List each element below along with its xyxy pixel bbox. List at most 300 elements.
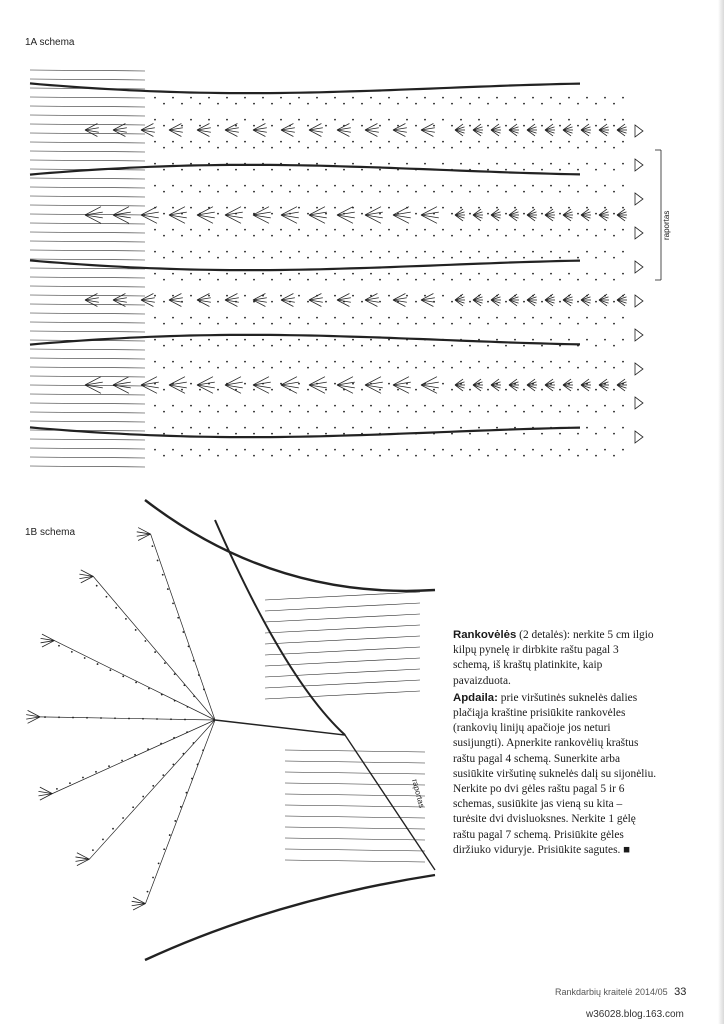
chain-stitch [208,361,210,363]
chain-stitch [316,119,318,121]
stitch-row [30,439,145,440]
chain-stitch [190,97,192,99]
chain-stitch [559,125,561,127]
chain-stitch [424,119,426,121]
chain-stitch [162,774,164,776]
chain-stitch [163,279,165,281]
chain-stitch [406,251,408,253]
chain-stitch [622,427,624,429]
schema-1a-diagram [25,55,670,485]
chain-stitch [613,257,615,259]
chain-stitch [361,103,363,105]
chain-stitch [613,125,615,127]
chain-stitch [125,618,127,620]
chain-stitch [298,97,300,99]
chain-stitch [170,718,172,720]
chain-stitch [172,427,174,429]
chain-stitch [325,213,327,215]
stitch-fan [421,207,439,224]
chain-stitch [559,257,561,259]
chain-stitch [622,339,624,341]
chain-stitch [523,103,525,105]
chain-stitch [514,185,516,187]
chain-stitch [451,367,453,369]
stitch-row [285,772,425,774]
chain-stitch [424,207,426,209]
chain-stitch [550,295,552,297]
chain-stitch [181,455,183,457]
chain-stitch [226,119,228,121]
chain-stitch [163,367,165,369]
stitch-row [30,124,145,125]
chain-stitch [226,427,228,429]
stitch-row [30,403,145,404]
chain-stitch [334,295,336,297]
chain-stitch [505,125,507,127]
chain-stitch [613,411,615,413]
stitch-fan [509,294,519,306]
chain-stitch [388,251,390,253]
chain-stitch [370,339,372,341]
chain-stitch [289,301,291,303]
stitch-row [285,827,425,829]
chain-stitch [469,213,471,215]
chain-stitch [415,455,417,457]
chain-stitch [280,229,282,231]
chain-stitch [253,367,255,369]
chain-stitch [154,229,156,231]
chain-stitch [559,323,561,325]
chain-stitch [496,207,498,209]
chain-stitch [325,279,327,281]
chain-stitch [199,345,201,347]
chain-stitch [163,301,165,303]
chain-stitch [514,207,516,209]
chain-stitch [343,411,345,413]
chain-stitch [595,455,597,457]
chain-stitch [334,251,336,253]
stitch-row [30,376,145,377]
chain-stitch [613,455,615,457]
chain-stitch [244,361,246,363]
chain-stitch [568,119,570,121]
stitch-fan [581,209,591,221]
chain-stitch [190,185,192,187]
chain-stitch [316,185,318,187]
chain-stitch [152,785,154,787]
chain-stitch [181,103,183,105]
chain-stitch [388,185,390,187]
chain-stitch [577,147,579,149]
chain-stitch [235,433,237,435]
chain-stitch [613,279,615,281]
chain-stitch [325,257,327,259]
stitch-row [265,636,420,644]
chain-stitch [478,449,480,451]
stitch-fan [393,207,411,224]
chain-stitch [613,103,615,105]
stitch-row [285,805,425,807]
chain-stitch [289,213,291,215]
chain-stitch [361,213,363,215]
chain-stitch [541,213,543,215]
stitch-row [265,647,420,655]
stitch-row [30,358,145,359]
chain-stitch [199,103,201,105]
stitch-fan [491,209,501,221]
chain-stitch [415,367,417,369]
chain-stitch [316,207,318,209]
chain-stitch [523,257,525,259]
chain-stitch [496,383,498,385]
chain-stitch [595,169,597,171]
chain-stitch [433,455,435,457]
chain-stitch [208,185,210,187]
chain-stitch [496,251,498,253]
chain-stitch [415,433,417,435]
chain-stitch [280,427,282,429]
stitch-fan [545,379,555,391]
chain-stitch [174,700,176,702]
chain-stitch [280,339,282,341]
chain-stitch [262,229,264,231]
chain-stitch [415,257,417,259]
chain-stitch [262,185,264,187]
chain-stitch [253,147,255,149]
chain-stitch [58,645,60,647]
chain-stitch [478,295,480,297]
chain-stitch [478,207,480,209]
chain-stitch [217,213,219,215]
chain-stitch [469,125,471,127]
chain-stitch [568,97,570,99]
chain-stitch [208,339,210,341]
chain-stitch [235,257,237,259]
chain-stitch [190,273,192,275]
chain-stitch [226,449,228,451]
chain-stitch [217,257,219,259]
chain-stitch [370,119,372,121]
chain-stitch [271,455,273,457]
chain-stitch [244,229,246,231]
chain-stitch [550,449,552,451]
chain-stitch [128,718,130,720]
chain-stitch [325,389,327,391]
chain-stitch [199,169,201,171]
stitch-row [30,259,145,260]
instructions-text [453,628,658,860]
chain-stitch [262,383,264,385]
chain-stitch [406,229,408,231]
stitch-fan [545,209,555,221]
chain-stitch [235,367,237,369]
chain-stitch [478,251,480,253]
radial-stitch-line [151,534,215,720]
stitch-row [30,412,145,413]
chain-stitch [424,251,426,253]
stitch-fan [197,207,215,224]
stitch-row [30,313,145,314]
chain-stitch [460,427,462,429]
chain-stitch [559,235,561,237]
chain-stitch [415,411,417,413]
chain-stitch [334,383,336,385]
stitch-row [30,232,145,233]
chain-stitch [208,427,210,429]
chain-stitch [487,191,489,193]
chain-stitch [550,97,552,99]
chain-stitch [147,748,149,750]
chain-stitch [433,103,435,105]
chain-stitch [271,235,273,237]
chain-stitch [604,229,606,231]
chain-stitch [487,411,489,413]
chain-stitch [181,367,183,369]
chain-stitch [406,427,408,429]
chain-stitch [478,317,480,319]
chain-stitch [262,163,264,165]
chain-stitch [361,367,363,369]
stitch-row [285,761,425,763]
chain-stitch [478,383,480,385]
chain-stitch [154,273,156,275]
stitch-row [30,322,145,323]
chain-stitch [451,301,453,303]
chain-stitch [469,301,471,303]
chain-stitch [559,367,561,369]
stitch-fan [281,294,295,307]
chain-stitch [415,345,417,347]
chain-stitch [172,229,174,231]
pattern-band-line [30,427,580,437]
chain-stitch [388,97,390,99]
chain-stitch [163,125,165,127]
chain-stitch [262,449,264,451]
chain-stitch [523,235,525,237]
stitch-row [285,838,425,840]
chain-stitch [352,163,354,165]
chain-stitch [181,213,183,215]
chain-stitch [316,383,318,385]
chain-stitch [586,229,588,231]
stitch-fan [563,209,573,221]
chain-stitch [316,163,318,165]
chain-stitch [586,427,588,429]
stitch-fan [421,377,439,394]
chain-stitch [226,295,228,297]
chain-stitch [58,716,60,718]
stitch-fan [365,377,383,394]
chain-stitch [442,449,444,451]
chain-stitch [523,147,525,149]
chain-stitch [523,279,525,281]
chain-stitch [121,760,123,762]
chain-stitch [550,273,552,275]
chain-stitch [226,141,228,143]
chain-stitch [406,185,408,187]
chain-stitch [397,125,399,127]
chain-stitch [379,279,381,281]
chain-stitch [577,433,579,435]
stitch-fan [527,379,537,391]
chain-stitch [469,279,471,281]
chain-stitch [613,433,615,435]
chain-stitch [181,147,183,149]
chain-stitch [433,411,435,413]
chain-stitch [397,301,399,303]
chain-stitch [559,345,561,347]
stitch-row [30,151,145,152]
chain-stitch [397,213,399,215]
chain-stitch [217,411,219,413]
stitch-shell [635,397,643,409]
chain-stitch [370,317,372,319]
chain-stitch [577,301,579,303]
stitch-shell [635,363,643,375]
stitch-fan [141,377,159,394]
chain-stitch [244,449,246,451]
chain-stitch [442,383,444,385]
chain-stitch [460,141,462,143]
stitch-row [30,160,145,161]
chain-stitch [352,339,354,341]
chain-stitch [559,411,561,413]
chain-stitch [244,295,246,297]
chain-stitch [316,449,318,451]
chain-stitch [496,427,498,429]
stitch-fan [527,294,537,306]
chain-stitch [442,119,444,121]
chain-stitch [514,317,516,319]
chain-stitch [147,891,149,893]
chain-stitch [334,141,336,143]
chain-stitch [262,427,264,429]
chain-stitch [271,213,273,215]
chain-stitch [622,141,624,143]
chain-stitch [186,792,188,794]
chain-stitch [253,213,255,215]
chain-stitch [424,273,426,275]
chain-stitch [56,788,58,790]
chain-stitch [316,229,318,231]
chain-stitch [388,229,390,231]
chain-stitch [604,251,606,253]
chain-stitch [235,169,237,171]
chain-stitch [523,191,525,193]
chain-stitch [226,273,228,275]
chain-stitch [199,257,201,259]
stitch-shell [635,329,643,341]
chain-stitch [352,273,354,275]
chain-stitch [433,367,435,369]
chain-stitch [505,323,507,325]
chain-stitch [595,345,597,347]
chain-stitch [487,301,489,303]
chain-stitch [577,455,579,457]
chain-stitch [370,185,372,187]
chain-stitch [406,449,408,451]
chain-stitch [244,405,246,407]
chain-stitch [496,405,498,407]
stitch-fan [26,710,40,723]
chain-stitch [253,125,255,127]
stitch-row [285,794,425,796]
chain-stitch [208,119,210,121]
chain-stitch [559,279,561,281]
chain-stitch [424,449,426,451]
chain-stitch [244,427,246,429]
chain-stitch [244,383,246,385]
chain-stitch [361,125,363,127]
chain-stitch [298,251,300,253]
chain-stitch [541,235,543,237]
stitch-fan [491,124,501,136]
chain-stitch [478,405,480,407]
chain-stitch [424,141,426,143]
chain-stitch [460,339,462,341]
chain-stitch [352,383,354,385]
chain-stitch [460,295,462,297]
chain-stitch [388,119,390,121]
chain-stitch [307,213,309,215]
chain-stitch [181,279,183,281]
chain-stitch [235,125,237,127]
stitch-fan [455,124,465,136]
chain-stitch [406,361,408,363]
chain-stitch [244,339,246,341]
chain-stitch [217,103,219,105]
chain-stitch [595,279,597,281]
chain-stitch [190,251,192,253]
chain-stitch [145,640,147,642]
chain-stitch [343,257,345,259]
chain-stitch [388,207,390,209]
chain-stitch [188,645,190,647]
chain-stitch [325,147,327,149]
chain-stitch [496,317,498,319]
radial-stitch-line [93,576,215,720]
chain-stitch [622,361,624,363]
chain-stitch [334,339,336,341]
chain-stitch [379,147,381,149]
chain-stitch [478,273,480,275]
chain-stitch [379,389,381,391]
chain-stitch [577,389,579,391]
chain-stitch [271,323,273,325]
chain-stitch [577,345,579,347]
chain-stitch [532,361,534,363]
chain-stitch [577,279,579,281]
stitch-row [265,592,420,600]
chain-stitch [541,323,543,325]
chain-stitch [514,405,516,407]
chain-stitch [325,455,327,457]
chain-stitch [199,125,201,127]
chain-stitch [478,163,480,165]
chain-stitch [82,777,84,779]
chain-stitch [325,125,327,127]
chain-stitch [172,383,174,385]
chain-stitch [532,229,534,231]
chain-stitch [289,455,291,457]
chain-stitch [154,405,156,407]
chain-stitch [442,405,444,407]
chain-stitch [352,207,354,209]
stitch-fan [527,209,537,221]
chain-stitch [379,323,381,325]
chain-stitch [424,427,426,429]
chain-stitch [388,163,390,165]
